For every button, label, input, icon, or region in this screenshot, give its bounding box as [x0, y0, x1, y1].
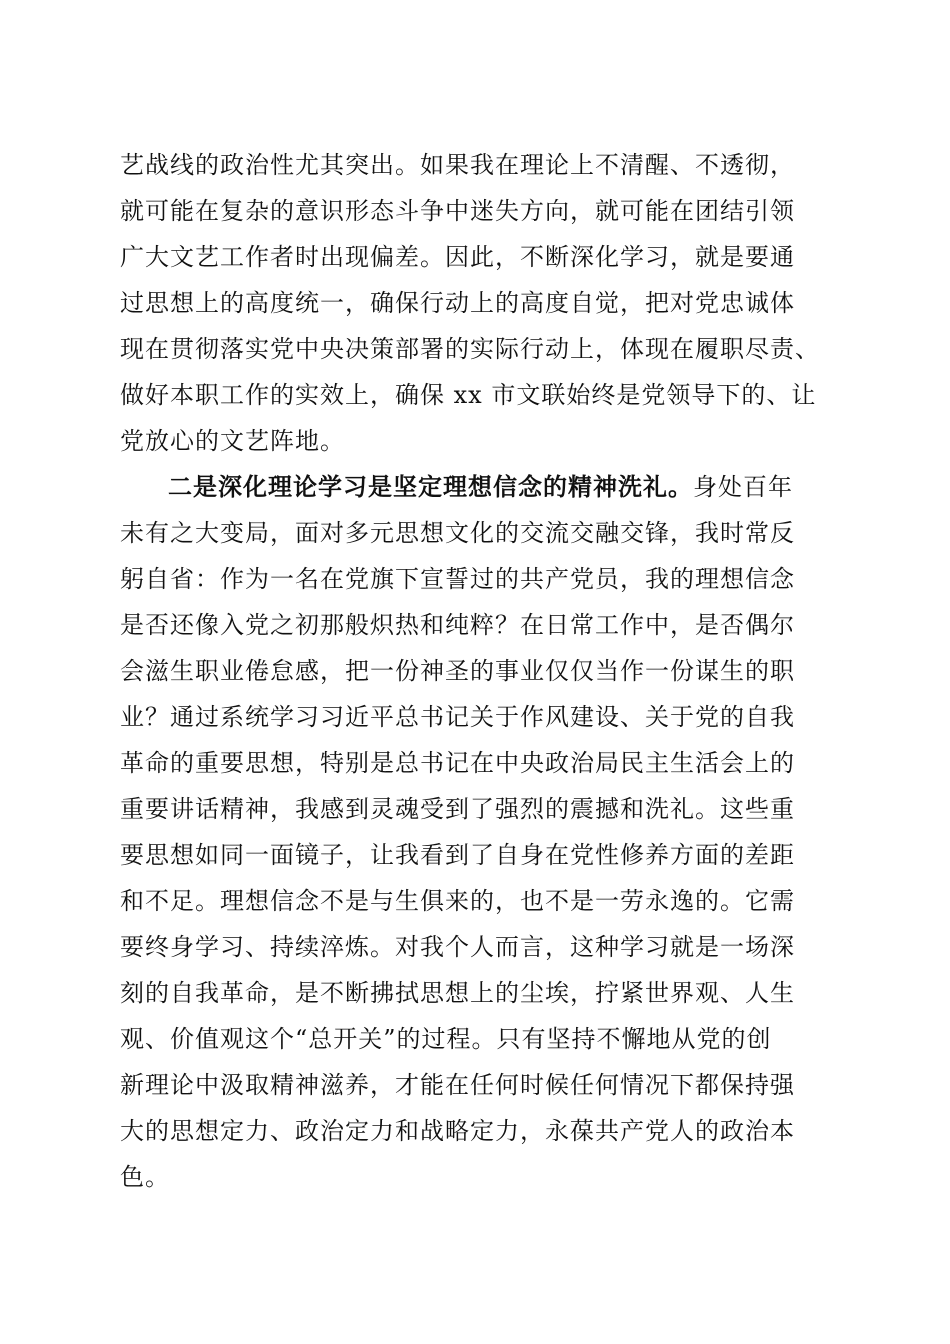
document-body: [120, 142, 840, 1200]
text-line: 现在贯彻落实党中央决策部署的实际行动上，体现在履职尽责、: [120, 335, 820, 363]
text-line: 做好本职工作的实效上，确保 xx 市文联始终是党领导下的、让: [120, 381, 817, 409]
text-line: 会滋生职业倦怠感，把一份神圣的事业仅仅当作一份谋生的职: [120, 657, 795, 685]
text-line: 就可能在复杂的意识形态斗争中迷失方向，就可能在团结引领: [120, 197, 795, 225]
text-line: 党放心的文艺阵地。: [120, 427, 345, 455]
text-line: 大的思想定力、政治定力和战略定力，永葆共产党人的政治本: [120, 1117, 795, 1145]
paragraph-1: [120, 142, 840, 464]
paragraph-first-line: [120, 464, 840, 510]
text-line: 广大文艺工作者时出现偏差。因此，不断深化学习，就是要通: [120, 243, 795, 271]
text-line: 新理论中汲取精神滋养，才能在任何时候任何情况下都保持强: [120, 1071, 795, 1099]
text-line: 是否还像入党之初那般炽热和纯粹？在日常工作中，是否偶尔: [120, 611, 795, 639]
text-line: 革命的重要思想，特别是总书记在中央政治局民主生活会上的: [120, 749, 795, 777]
text-line: 未有之大变局，面对多元思想文化的交流交融交锋，我时常反: [120, 519, 795, 547]
paragraph-lead-sentence: 二是深化理论学习是坚定理想信念的精神洗礼。: [168, 472, 693, 501]
text-line: 躬自省：作为一名在党旗下宣誓过的共产党员，我的理想信念: [120, 565, 795, 593]
text-line: 业？通过系统学习习近平总书记关于作风建设、关于党的自我: [120, 703, 795, 731]
text-line: 要终身学习、持续淬炼。对我个人而言，这种学习就是一场深: [120, 933, 795, 961]
paragraph-2: [120, 464, 840, 1200]
text-line: 色。: [120, 1163, 170, 1191]
text-line: 过思想上的高度统一，确保行动上的高度自觉，把对党忠诚体: [120, 289, 795, 317]
text-line: 要思想如同一面镜子，让我看到了自身在党性修养方面的差距: [120, 841, 795, 869]
first-line-rest: 身处百年: [693, 473, 793, 501]
text-line: 观、价值观这个“总开关”的过程。只有坚持不懈地从党的创: [120, 1025, 772, 1053]
text-line: 和不足。理想信念不是与生俱来的，也不是一劳永逸的。它需: [120, 887, 795, 915]
text-line: 刻的自我革命，是不断拂拭思想上的尘埃，拧紧世界观、人生: [120, 979, 795, 1007]
text-line: 重要讲话精神，我感到灵魂受到了强烈的震撼和洗礼。这些重: [120, 795, 795, 823]
text-line: 艺战线的政治性尤其突出。如果我在理论上不清醒、不透彻，: [120, 151, 795, 179]
